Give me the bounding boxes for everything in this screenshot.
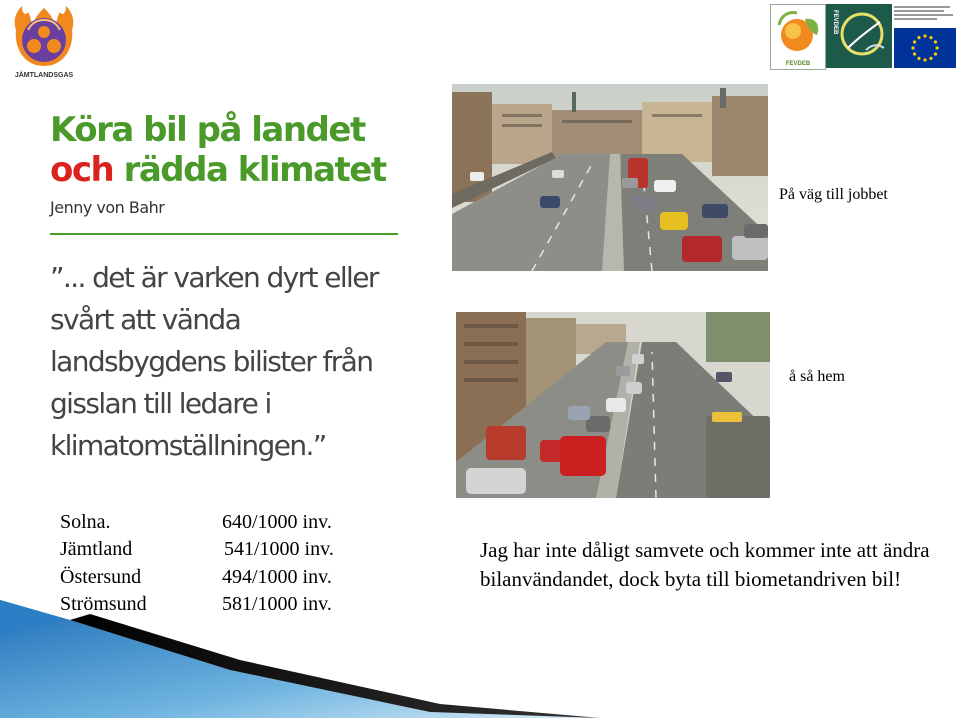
traffic-photo-morning xyxy=(452,84,768,271)
headline-red-word: och xyxy=(50,150,114,190)
stat-place: Solna. xyxy=(60,511,111,533)
leader-logo-dark xyxy=(826,4,892,68)
photo-top-caption: På väg till jobbet xyxy=(779,186,888,203)
stat-value: 494/1000 inv. xyxy=(222,566,332,588)
leader-caption: FEVDEB xyxy=(785,61,811,67)
stat-row-ostersund xyxy=(60,565,400,589)
article-headline-line2 xyxy=(50,150,410,190)
stat-value: 581/1000 inv. xyxy=(222,593,332,615)
article-headline-line1: Köra bil på landet xyxy=(50,110,365,150)
traffic-morning-image xyxy=(452,84,768,271)
decorative-swoosh xyxy=(0,600,600,718)
statement-text: Jag har inte dåligt samvete och kommer inte att ändra bilanvändandet, dock byta till biometandriven bil! xyxy=(480,538,930,591)
stat-value: 640/1000 inv. xyxy=(222,511,332,533)
article-quote: ”... det är varken dyrt eller svårt att vända landsbygdens bilister från gisslan till ledare i klimatomställningen.” xyxy=(50,261,378,462)
stat-place: Jämtland xyxy=(60,538,133,560)
jamtlandsgas-logo xyxy=(8,4,80,84)
stat-row-jamtland xyxy=(60,537,400,561)
article-divider xyxy=(50,233,398,235)
stat-place: Östersund xyxy=(60,566,142,588)
headline-green-words: rädda klimatet xyxy=(123,150,386,190)
article-byline: Jenny von Bahr xyxy=(50,198,165,217)
article-clipping xyxy=(50,110,410,470)
stat-place: Strömsund xyxy=(60,593,147,615)
leader2-caption: FEVDEB xyxy=(832,10,838,35)
traffic-evening-image xyxy=(456,312,770,498)
leader-logo xyxy=(770,4,826,70)
photo-bottom-caption: å så hem xyxy=(789,368,845,385)
traffic-photo-evening xyxy=(456,312,770,498)
stat-row-solna xyxy=(60,510,400,534)
eu-funding-text xyxy=(894,4,956,28)
eu-block xyxy=(894,4,956,68)
stat-value: 541/1000 inv. xyxy=(224,538,334,560)
sun-leaf-icon xyxy=(771,5,825,59)
eu-flag-icon xyxy=(894,28,956,68)
jamtlandsgas-caption: JÄMTLANDSGAS xyxy=(14,72,74,79)
jamtlandsgas-flame-icon xyxy=(8,4,80,72)
